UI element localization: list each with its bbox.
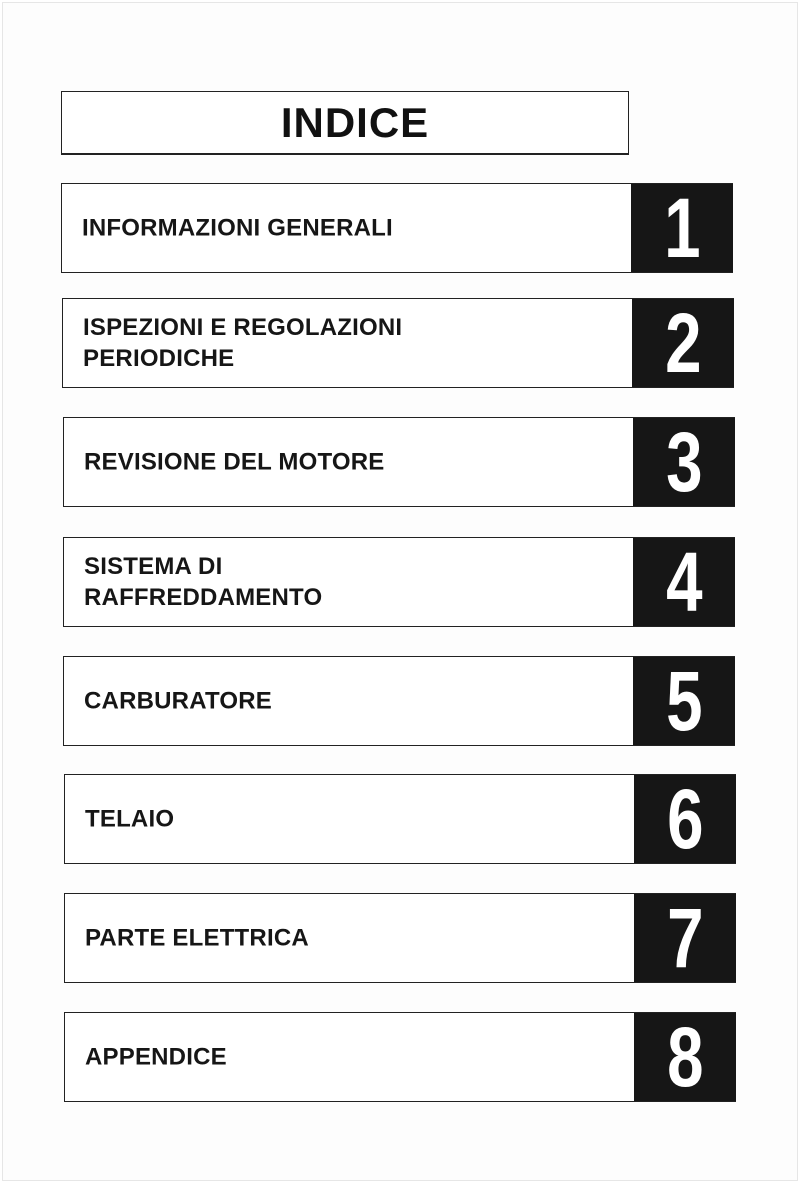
chapter-number: 8: [666, 1010, 704, 1104]
chapter-number-tab: [633, 654, 735, 748]
chapter-entry-8[interactable]: [64, 1012, 736, 1102]
chapter-number-tab: [633, 535, 735, 629]
chapter-label: CARBURATORE: [84, 687, 272, 715]
chapter-entry-4[interactable]: [63, 537, 735, 627]
chapter-number-tab: [633, 415, 735, 509]
chapter-label: INFORMAZIONI GENERALI: [82, 214, 393, 242]
chapter-number: 4: [665, 535, 703, 629]
chapter-number-tab: [634, 1010, 736, 1104]
chapter-entry-3[interactable]: [63, 417, 735, 507]
chapter-entry-1[interactable]: [61, 183, 733, 273]
chapter-number: 7: [666, 891, 704, 985]
chapter-number: 6: [666, 772, 704, 866]
chapter-label: APPENDICE: [85, 1043, 227, 1071]
chapter-label: SISTEMA DI RAFFREDDAMENTO: [84, 553, 323, 611]
chapter-number: 2: [664, 296, 702, 390]
chapter-entry-2[interactable]: [62, 298, 734, 388]
chapter-label: PARTE ELETTRICA: [85, 924, 309, 952]
chapter-label: REVISIONE DEL MOTORE: [84, 448, 385, 476]
chapter-number: 1: [663, 181, 701, 275]
chapter-number: 3: [665, 415, 703, 509]
chapter-number: 5: [665, 654, 703, 748]
chapter-number-tab: [631, 181, 733, 275]
document-page: [2, 2, 798, 1181]
page-title: INDICE: [280, 98, 430, 146]
chapter-entry-6[interactable]: [64, 774, 736, 864]
title-box: [61, 91, 629, 155]
chapter-label: ISPEZIONI E REGOLAZIONI PERIODICHE: [83, 314, 403, 372]
chapter-number-tab: [634, 891, 736, 985]
chapter-number-tab: [632, 296, 734, 390]
chapter-entry-5[interactable]: [63, 656, 735, 746]
chapter-label: TELAIO: [85, 805, 175, 833]
chapter-number-tab: [634, 772, 736, 866]
chapter-entry-7[interactable]: [64, 893, 736, 983]
